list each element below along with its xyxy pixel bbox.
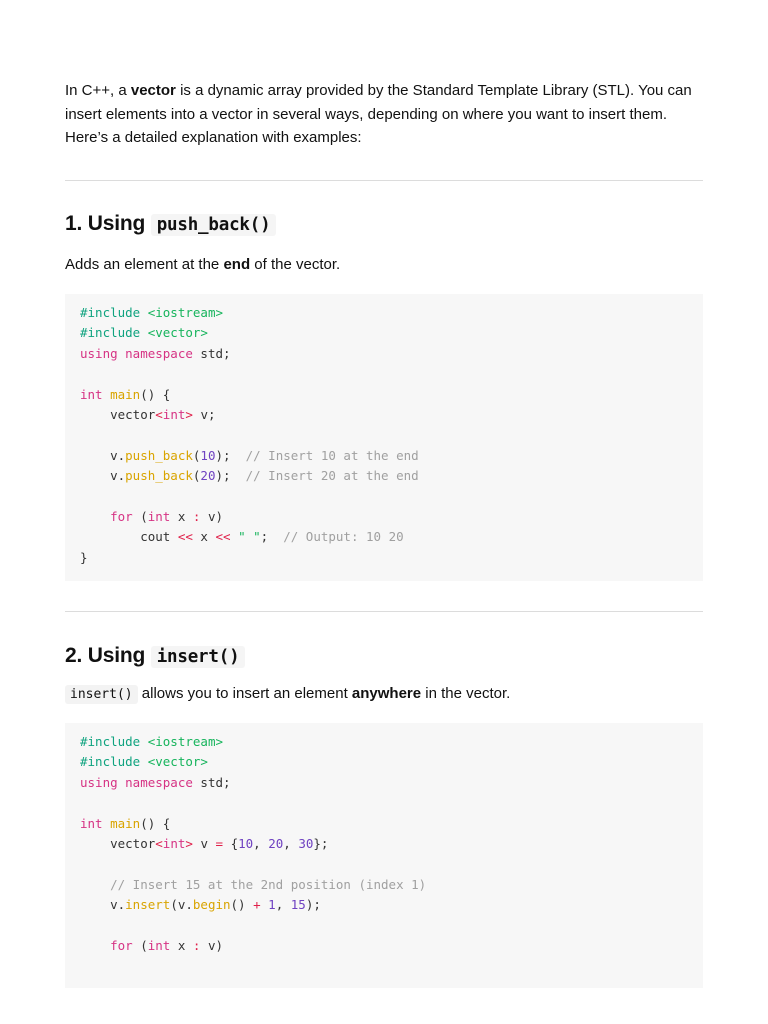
- inline-code: insert(): [65, 685, 138, 704]
- code-token: +: [253, 897, 269, 913]
- section-1-heading: [65, 210, 276, 239]
- code-token: int: [80, 386, 111, 402]
- desc-bold: anywhere: [351, 685, 422, 702]
- code-token: int: [162, 836, 186, 852]
- code-token: {: [230, 836, 239, 852]
- code-token: push_back: [125, 447, 193, 463]
- code-token: x: [200, 529, 216, 545]
- code-line: [80, 448, 419, 463]
- desc-text-rest: in the vector.: [421, 685, 511, 702]
- code-token: () {: [140, 815, 171, 831]
- code-token: 20: [200, 468, 216, 484]
- code-token: >: [185, 836, 201, 852]
- heading-text: 2. Using: [65, 644, 151, 667]
- code-token: (: [140, 509, 148, 525]
- code-token: v;: [200, 407, 216, 423]
- code-token: main: [110, 386, 141, 402]
- code-line: [80, 509, 223, 524]
- code-line: [80, 550, 88, 565]
- code-token: v: [200, 836, 216, 852]
- code-line: [80, 387, 170, 402]
- code-token: (: [140, 938, 148, 954]
- code-token: int: [147, 509, 178, 525]
- code-token: begin: [192, 897, 231, 913]
- code-token: (): [230, 897, 254, 913]
- code-token: <: [155, 407, 163, 423]
- intro-text: In C++, a: [65, 82, 131, 99]
- code-token: );: [305, 897, 321, 913]
- desc-text: allows you to insert an element: [137, 685, 352, 702]
- code-line: [80, 816, 170, 831]
- code-line: [80, 325, 208, 340]
- code-token: <<: [177, 529, 201, 545]
- code-token: std;: [200, 774, 231, 790]
- divider: [65, 180, 703, 181]
- code-token: // Insert 15 at the 2nd position (index 1): [80, 876, 427, 892]
- code-token: <iostream>: [147, 734, 223, 749]
- code-token: <<: [215, 529, 239, 545]
- code-token: 10: [238, 836, 254, 852]
- section-2-heading: [65, 642, 245, 671]
- code-token: main: [110, 815, 141, 831]
- code-token: #include: [80, 305, 148, 320]
- code-line: [80, 305, 223, 320]
- code-token: :: [192, 938, 208, 954]
- code-token: vector: [80, 836, 156, 852]
- code-token: cout: [80, 529, 178, 545]
- code-token: <vector>: [147, 754, 208, 770]
- intro-bold-vector: vector: [130, 82, 176, 99]
- code-line: [80, 897, 321, 912]
- code-token: #include: [80, 754, 148, 770]
- desc-text-rest: of the vector.: [250, 256, 341, 273]
- code-token: using namespace: [80, 774, 201, 790]
- heading-code: push_back(): [151, 214, 277, 236]
- code-token: std;: [200, 345, 231, 361]
- code-token: <vector>: [147, 325, 208, 341]
- code-token: () {: [140, 386, 171, 402]
- code-token: int: [80, 815, 111, 831]
- code-token: int: [147, 938, 178, 954]
- code-token: #include: [80, 734, 148, 749]
- desc-bold: end: [223, 256, 251, 273]
- code-token: x: [177, 509, 193, 525]
- code-block-push-back[interactable]: [65, 294, 703, 581]
- code-token: ;: [260, 529, 284, 545]
- code-token: (v.: [170, 897, 193, 913]
- code-line: [80, 775, 231, 790]
- code-line: [80, 407, 216, 422]
- code-token: =: [215, 836, 231, 852]
- code-listing: [80, 732, 688, 956]
- code-line: [80, 836, 328, 851]
- code-token: (: [192, 468, 201, 484]
- code-line: [80, 938, 223, 953]
- code-token: :: [192, 509, 208, 525]
- code-listing: [80, 303, 688, 568]
- code-token: x: [177, 938, 193, 954]
- desc-text: Adds an element at the: [65, 256, 224, 273]
- code-token: using namespace: [80, 345, 201, 361]
- code-token: for: [80, 509, 141, 525]
- code-token: 30: [298, 836, 314, 852]
- code-token: // Insert 20 at the end: [245, 468, 419, 484]
- section-1-description: [65, 254, 340, 276]
- code-block-insert[interactable]: [65, 723, 703, 988]
- code-token: <iostream>: [147, 305, 223, 320]
- code-token: // Insert 10 at the end: [245, 447, 419, 463]
- code-token: insert: [125, 897, 171, 913]
- code-token: 20: [268, 836, 284, 852]
- code-token: ,: [283, 836, 299, 852]
- code-line: [80, 754, 208, 769]
- code-token: vector: [80, 407, 156, 423]
- code-line: [80, 734, 223, 749]
- code-token: ,: [275, 897, 291, 913]
- code-token: };: [313, 836, 329, 852]
- code-token: int: [162, 407, 186, 423]
- code-line: [80, 468, 419, 483]
- intro-text-rest: is a dynamic array provided by the Standard Template Library (STL). You can insert elements into a vector in several ways, depending on where you want to insert them. Here’s a detailed explanation with examples:: [65, 82, 692, 146]
- code-token: >: [185, 407, 201, 423]
- code-line: [80, 529, 404, 544]
- code-token: // Output: 10 20: [283, 529, 404, 545]
- code-token: );: [215, 447, 246, 463]
- code-token: v): [207, 509, 224, 525]
- code-token: 10: [200, 447, 216, 463]
- code-token: );: [215, 468, 246, 484]
- code-line: [80, 346, 231, 361]
- code-token: (: [192, 447, 201, 463]
- code-token: 15: [290, 897, 306, 913]
- code-token: v): [207, 938, 224, 954]
- code-token: 1: [268, 897, 276, 913]
- code-line: [80, 877, 426, 892]
- code-token: v.: [80, 897, 126, 913]
- code-token: ,: [253, 836, 269, 852]
- code-token: push_back: [125, 468, 193, 484]
- code-token: for: [80, 938, 141, 954]
- code-token: v.: [80, 468, 126, 484]
- code-token: }: [80, 549, 88, 565]
- section-2-description: [65, 683, 510, 706]
- heading-text: 1. Using: [65, 212, 151, 235]
- code-token: #include: [80, 325, 148, 341]
- code-token: v.: [80, 447, 126, 463]
- intro-paragraph: [65, 79, 703, 150]
- divider: [65, 611, 703, 612]
- code-token: " ": [238, 529, 261, 545]
- code-token: <: [155, 836, 163, 852]
- heading-code: insert(): [151, 646, 246, 668]
